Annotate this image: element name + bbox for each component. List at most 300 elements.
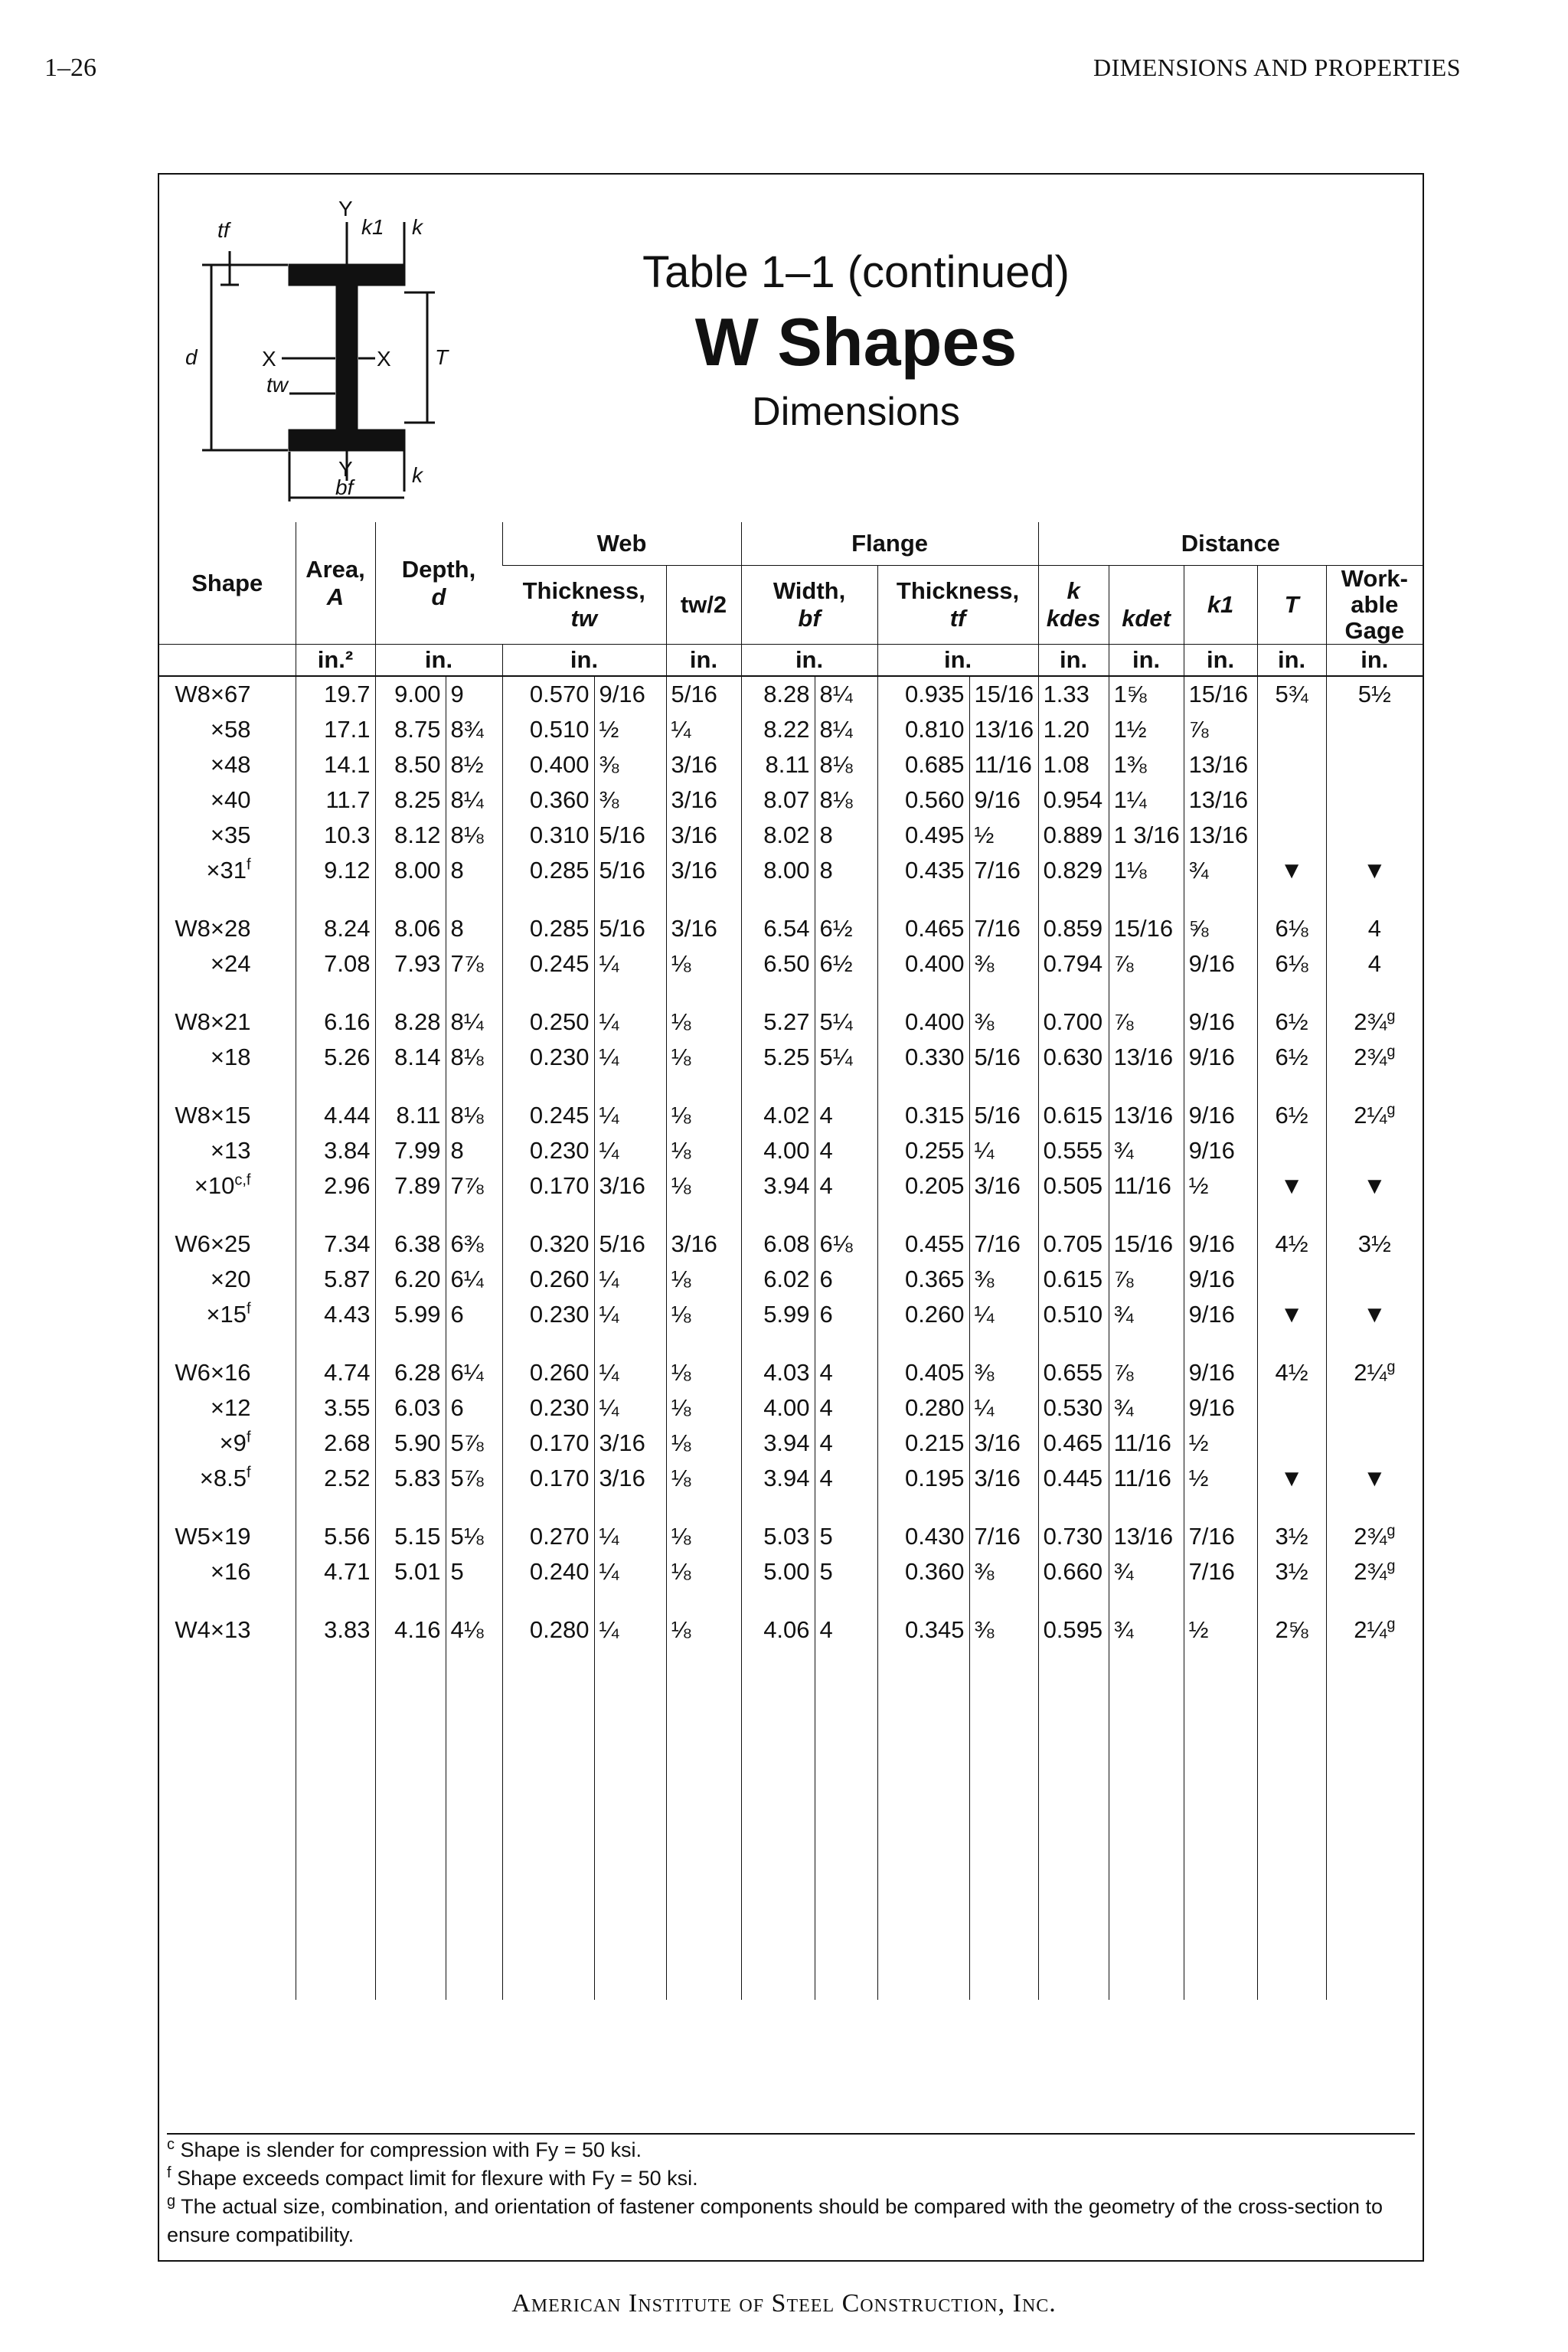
cell-tff: ⅜ <box>969 1554 1038 1589</box>
cell-kdes: 1.20 <box>1038 712 1109 747</box>
cell-area: 4.74 <box>296 1355 375 1390</box>
table-frame <box>158 173 1424 2262</box>
cell-T: 6½ <box>1257 1004 1326 1040</box>
cell-shape: W8×21 <box>175 1008 251 1036</box>
gap-cell <box>1257 1075 1326 1098</box>
cell-twf: ¼ <box>594 1098 666 1133</box>
table-row <box>159 1461 1423 1496</box>
units-row <box>159 645 1423 677</box>
gap-cell <box>1326 1332 1423 1355</box>
gap-cell <box>815 1332 877 1355</box>
filler-cell <box>1184 1648 1257 2000</box>
table-row <box>159 712 1423 747</box>
cell-k1: 9/16 <box>1184 1297 1257 1332</box>
gap-cell <box>159 1332 296 1355</box>
cell-tf: 0.685 <box>877 747 969 782</box>
cell-kdes: 0.794 <box>1038 946 1109 982</box>
gap-cell <box>594 1589 666 1612</box>
cell-d: 6.28 <box>375 1355 446 1390</box>
cell-bff: 8¼ <box>815 676 877 712</box>
table-row <box>159 946 1423 982</box>
cell-tf: 0.405 <box>877 1355 969 1390</box>
cell-df: 8⅛ <box>446 1098 502 1133</box>
footnote-mark: f <box>246 1429 251 1446</box>
filler-cell <box>969 1648 1038 2000</box>
gap-cell <box>594 1204 666 1227</box>
cell-d: 5.90 <box>375 1426 446 1461</box>
cell-kdes: 0.505 <box>1038 1168 1109 1204</box>
cell-shape: W6×25 <box>175 1230 251 1258</box>
cell-shape: ×16 <box>210 1558 251 1586</box>
gap-cell <box>741 982 815 1004</box>
gap-cell <box>1184 888 1257 911</box>
cell-area: 5.26 <box>296 1040 375 1075</box>
cell-tf: 0.260 <box>877 1297 969 1332</box>
cell-area: 3.55 <box>296 1390 375 1426</box>
cell-area: 2.96 <box>296 1168 375 1204</box>
cell-k1: 7/16 <box>1184 1519 1257 1554</box>
filler-cell <box>594 1648 666 2000</box>
cell-tw2: ⅛ <box>666 1297 741 1332</box>
footnote-mark: f <box>246 1300 251 1318</box>
cell-T: 4½ <box>1257 1227 1326 1262</box>
gap-cell <box>375 1075 446 1098</box>
cell-tf: 0.430 <box>877 1519 969 1554</box>
cell-kdet: 15/16 <box>1109 911 1184 946</box>
gap-cell <box>666 1589 741 1612</box>
cell-bf: 4.06 <box>741 1612 815 1648</box>
filler-cell <box>877 1648 969 2000</box>
cell-d: 5.15 <box>375 1519 446 1554</box>
cell-tw2: ⅛ <box>666 1040 741 1075</box>
cell-df: 5⅛ <box>446 1519 502 1554</box>
cell-d: 8.14 <box>375 1040 446 1075</box>
cell-tff: ¼ <box>969 1390 1038 1426</box>
cell-kdes: 0.615 <box>1038 1098 1109 1133</box>
cell-bff: 4 <box>815 1612 877 1648</box>
cell-k1: ½ <box>1184 1426 1257 1461</box>
cell-shape: ×18 <box>210 1044 251 1071</box>
gap-cell <box>159 982 296 1004</box>
gap-cell <box>741 888 815 911</box>
cell-kdet: ⅞ <box>1109 946 1184 982</box>
cell-tf: 0.195 <box>877 1461 969 1496</box>
cell-tf: 0.810 <box>877 712 969 747</box>
gap-cell <box>446 1496 502 1519</box>
cell-tw: 0.230 <box>502 1040 594 1075</box>
filler-cell <box>666 1648 741 2000</box>
cell-bff: 4 <box>815 1168 877 1204</box>
table-row <box>159 1519 1423 1554</box>
cell-area: 11.7 <box>296 782 375 818</box>
cell-area: 4.44 <box>296 1098 375 1133</box>
header-depth: Depth, d <box>375 522 502 645</box>
header-kdes: k kdes <box>1038 566 1109 645</box>
filler-cell <box>741 1648 815 2000</box>
gap-cell <box>159 888 296 911</box>
cell-bf: 8.11 <box>741 747 815 782</box>
gap-cell <box>375 1496 446 1519</box>
gap-cell <box>877 1075 969 1098</box>
cell-area: 17.1 <box>296 712 375 747</box>
cell-shape: W8×67 <box>175 681 251 708</box>
cell-tf: 0.400 <box>877 1004 969 1040</box>
gap-cell <box>502 1589 594 1612</box>
cell-gage: 2¼$^g$ <box>1326 1612 1423 1648</box>
gap-cell <box>969 982 1038 1004</box>
cell-kdes: 0.555 <box>1038 1133 1109 1168</box>
cell-kdes: 0.615 <box>1038 1262 1109 1297</box>
cell-tff: 7/16 <box>969 911 1038 946</box>
table-row <box>159 1040 1423 1075</box>
footnote-mark: g <box>1387 1557 1396 1575</box>
cell-k1: 15/16 <box>1184 676 1257 712</box>
top-flange <box>289 265 404 285</box>
cell-gage: ▼ <box>1326 1461 1423 1496</box>
cell-shape: ×8.5$^f$ <box>199 1464 251 1492</box>
gap-cell <box>446 1332 502 1355</box>
gap-cell <box>375 982 446 1004</box>
cell-df: 8¼ <box>446 782 502 818</box>
cell-d: 4.16 <box>375 1612 446 1648</box>
cell-kdes: 0.889 <box>1038 818 1109 853</box>
table-subtitle: Dimensions <box>752 389 960 434</box>
gap-cell <box>877 1332 969 1355</box>
header-flange: Flange <box>741 522 1038 566</box>
label-tf: tf <box>217 218 230 242</box>
cell-T <box>1257 1262 1326 1297</box>
footnote-mark: g <box>1387 1101 1396 1119</box>
gap-cell <box>666 982 741 1004</box>
gap-cell <box>815 982 877 1004</box>
gap-cell <box>1257 1496 1326 1519</box>
table-row <box>159 1133 1423 1168</box>
cell-shape: W8×28 <box>175 915 251 942</box>
cell-area: 3.83 <box>296 1612 375 1648</box>
label-t: T <box>435 345 449 369</box>
footnote-mark: f <box>246 1464 251 1481</box>
cell-tf: 0.365 <box>877 1262 969 1297</box>
cell-gage: 2¾$^g$ <box>1326 1040 1423 1075</box>
cell-twf: ¼ <box>594 1612 666 1648</box>
cell-bf: 5.00 <box>741 1554 815 1589</box>
row-gap <box>159 1075 1423 1098</box>
label-d: d <box>185 345 198 369</box>
gap-cell <box>815 1075 877 1098</box>
gap-cell <box>1038 1204 1109 1227</box>
cell-tff: 7/16 <box>969 1227 1038 1262</box>
cell-T <box>1257 1426 1326 1461</box>
cell-tff: 15/16 <box>969 676 1038 712</box>
cell-bff: 5 <box>815 1554 877 1589</box>
row-gap <box>159 982 1423 1004</box>
cell-k1: 13/16 <box>1184 818 1257 853</box>
table-caption: Table 1–1 (continued) <box>642 247 1070 297</box>
cell-tw: 0.245 <box>502 946 594 982</box>
cell-kdet: 15/16 <box>1109 1227 1184 1262</box>
cell-bff: 6 <box>815 1262 877 1297</box>
gap-cell <box>502 982 594 1004</box>
header-web: Web <box>502 522 741 566</box>
cell-gage <box>1326 782 1423 818</box>
gap-cell <box>877 1589 969 1612</box>
cell-twf: 3/16 <box>594 1168 666 1204</box>
label-tw: tw <box>266 373 288 397</box>
gap-cell <box>594 1075 666 1098</box>
cell-bff: 8 <box>815 818 877 853</box>
cell-d: 8.00 <box>375 853 446 888</box>
cell-k1: ⅞ <box>1184 712 1257 747</box>
cell-gage: 2¾$^g$ <box>1326 1554 1423 1589</box>
cell-area: 7.34 <box>296 1227 375 1262</box>
page-number: 1–26 <box>44 54 96 82</box>
gap-cell <box>446 982 502 1004</box>
cell-T: 3½ <box>1257 1519 1326 1554</box>
gap-cell <box>446 888 502 911</box>
cell-df: 6¼ <box>446 1262 502 1297</box>
cell-shape: $\times 10^{c,f}$ <box>194 1171 251 1200</box>
gap-cell <box>1109 1496 1184 1519</box>
cell-tw2: 3/16 <box>666 818 741 853</box>
gap-cell <box>159 1589 296 1612</box>
running-head: DIMENSIONS AND PROPERTIES <box>1093 54 1461 81</box>
gap-cell <box>666 1075 741 1098</box>
header-k1: k1 <box>1184 566 1257 645</box>
filler-row <box>159 1648 1423 2000</box>
cell-shape: $\times 31^f$ <box>206 856 251 884</box>
label-k1: k1 <box>361 215 384 239</box>
cell-tw: 0.250 <box>502 1004 594 1040</box>
cell-kdet: 1½ <box>1109 712 1184 747</box>
gap-cell <box>1038 1332 1109 1355</box>
cell-kdes: 0.510 <box>1038 1297 1109 1332</box>
cell-d: 9.00 <box>375 676 446 712</box>
cell-gage: 5½ <box>1326 676 1423 712</box>
cell-tw: 0.230 <box>502 1133 594 1168</box>
cell-area: 5.87 <box>296 1262 375 1297</box>
cell-tw: 0.245 <box>502 1098 594 1133</box>
table-row <box>159 1098 1423 1133</box>
cell-shape: W5×19 <box>175 1523 251 1550</box>
gap-cell <box>1184 1332 1257 1355</box>
gap-cell <box>159 1075 296 1098</box>
gap-cell <box>375 1332 446 1355</box>
cell-df: 5⅞ <box>446 1461 502 1496</box>
cell-tf: 0.205 <box>877 1168 969 1204</box>
cell-k1: 9/16 <box>1184 1098 1257 1133</box>
cell-tff: 7/16 <box>969 853 1038 888</box>
cell-kdes: 0.954 <box>1038 782 1109 818</box>
cell-bf: 6.08 <box>741 1227 815 1262</box>
cell-k1: 9/16 <box>1184 1004 1257 1040</box>
cell-twf: ¼ <box>594 1133 666 1168</box>
gap-cell <box>1109 982 1184 1004</box>
cell-area: 19.7 <box>296 676 375 712</box>
cell-kdet: 1⅝ <box>1109 676 1184 712</box>
filler-cell <box>502 1648 594 2000</box>
gap-cell <box>1257 888 1326 911</box>
gap-cell <box>877 1204 969 1227</box>
cell-kdes: 0.730 <box>1038 1519 1109 1554</box>
table-row <box>159 1612 1423 1648</box>
cell-gage: 2¾$^g$ <box>1326 1519 1423 1554</box>
label-y-bottom: Y <box>338 457 353 481</box>
cell-tf: 0.330 <box>877 1040 969 1075</box>
gap-cell <box>375 1589 446 1612</box>
publisher-footer: American Institute of Steel Construction, Inc. <box>511 2289 1057 2318</box>
cell-gage: ▼ <box>1326 853 1423 888</box>
footnote: $^f$ Shape exceeds compact limit for flexure with Fy = 50 ksi. <box>167 2164 698 2190</box>
cell-twf: ¼ <box>594 1297 666 1332</box>
cell-k1: 9/16 <box>1184 946 1257 982</box>
cell-tf: 0.215 <box>877 1426 969 1461</box>
cell-gage: 2¼$^g$ <box>1326 1098 1423 1133</box>
cell-kdet: 13/16 <box>1109 1098 1184 1133</box>
gap-cell <box>741 1204 815 1227</box>
header-workable-gage: Work- able Gage <box>1326 566 1423 645</box>
gap-cell <box>1326 1589 1423 1612</box>
web <box>337 285 357 430</box>
dimensions-table-wrap <box>159 522 1423 2124</box>
cell-df: 8 <box>446 1133 502 1168</box>
cell-tff: ⅜ <box>969 1004 1038 1040</box>
w-shape-section-diagram <box>175 191 466 505</box>
cell-k1: ⅝ <box>1184 911 1257 946</box>
cell-T <box>1257 1133 1326 1168</box>
units-cell: in. <box>1038 645 1109 677</box>
cell-d: 5.01 <box>375 1554 446 1589</box>
cell-T: 6½ <box>1257 1040 1326 1075</box>
cell-shape: ×35 <box>210 822 251 849</box>
cell-shape: ×24 <box>210 950 251 978</box>
cell-T: ▼ <box>1257 1297 1326 1332</box>
cell-bf: 8.00 <box>741 853 815 888</box>
gap-cell <box>296 1075 375 1098</box>
units-cell: in. <box>1184 645 1257 677</box>
cell-tw: 0.280 <box>502 1612 594 1648</box>
cell-kdes: 0.660 <box>1038 1554 1109 1589</box>
cell-k1: ½ <box>1184 1168 1257 1204</box>
cell-bff: 5¼ <box>815 1040 877 1075</box>
cell-shape: ×48 <box>210 751 251 779</box>
dimensions-body <box>159 676 1423 2000</box>
gap-cell <box>1326 1204 1423 1227</box>
cell-twf: ½ <box>594 712 666 747</box>
header-shape: Shape <box>159 522 296 645</box>
cell-tf: 0.280 <box>877 1390 969 1426</box>
gap-cell <box>446 1204 502 1227</box>
units-cell: in. <box>1326 645 1423 677</box>
cell-bf: 3.94 <box>741 1168 815 1204</box>
cell-tw: 0.260 <box>502 1355 594 1390</box>
header-kdet: kdet <box>1109 566 1184 645</box>
cell-bf: 4.00 <box>741 1133 815 1168</box>
gap-cell <box>296 1204 375 1227</box>
cell-tw2: ⅛ <box>666 1133 741 1168</box>
cell-bf: 5.27 <box>741 1004 815 1040</box>
cell-tff: ⅜ <box>969 1355 1038 1390</box>
filler-cell <box>159 1648 296 2000</box>
cell-d: 8.50 <box>375 747 446 782</box>
gap-cell <box>502 888 594 911</box>
label-k-bottom: k <box>412 463 423 487</box>
cell-df: 8⅛ <box>446 818 502 853</box>
cell-tf: 0.455 <box>877 1227 969 1262</box>
cell-tw: 0.240 <box>502 1554 594 1589</box>
cell-df: 9 <box>446 676 502 712</box>
table-row <box>159 1004 1423 1040</box>
table-row <box>159 853 1423 888</box>
cell-d: 7.93 <box>375 946 446 982</box>
cell-twf: 3/16 <box>594 1426 666 1461</box>
gap-cell <box>1184 1075 1257 1098</box>
cell-gage: ▼ <box>1326 1297 1423 1332</box>
cell-tf: 0.435 <box>877 853 969 888</box>
gap-cell <box>1038 1496 1109 1519</box>
cell-bff: 4 <box>815 1133 877 1168</box>
cell-k1: 7/16 <box>1184 1554 1257 1589</box>
cell-kdes: 1.08 <box>1038 747 1109 782</box>
cell-tw: 0.400 <box>502 747 594 782</box>
cell-tf: 0.465 <box>877 911 969 946</box>
filler-cell <box>1257 1648 1326 2000</box>
gap-cell <box>969 1204 1038 1227</box>
table-row <box>159 747 1423 782</box>
cell-bf: 8.07 <box>741 782 815 818</box>
cell-twf: ¼ <box>594 946 666 982</box>
gap-cell <box>296 982 375 1004</box>
cell-tw: 0.285 <box>502 853 594 888</box>
units-cell: in. <box>666 645 741 677</box>
cell-shape: ×20 <box>210 1266 251 1293</box>
cell-tff: 5/16 <box>969 1098 1038 1133</box>
cell-kdes: 0.530 <box>1038 1390 1109 1426</box>
gap-cell <box>296 1332 375 1355</box>
gap-cell <box>666 1332 741 1355</box>
footnote-mark: c,f <box>234 1171 251 1189</box>
gap-cell <box>1109 1332 1184 1355</box>
gap-cell <box>446 1075 502 1098</box>
row-gap <box>159 1332 1423 1355</box>
cell-tw: 0.170 <box>502 1461 594 1496</box>
cell-area: 2.52 <box>296 1461 375 1496</box>
cell-tw2: ⅛ <box>666 1168 741 1204</box>
cell-gage <box>1326 1426 1423 1461</box>
row-gap <box>159 1589 1423 1612</box>
cell-kdet: 1⅛ <box>1109 853 1184 888</box>
cell-T: 6⅛ <box>1257 946 1326 982</box>
label-x-left: X <box>262 347 276 371</box>
gap-cell <box>969 888 1038 911</box>
gap-cell <box>502 1075 594 1098</box>
gap-cell <box>1326 888 1423 911</box>
gap-cell <box>877 888 969 911</box>
cell-df: 8 <box>446 911 502 946</box>
cell-tw2: 3/16 <box>666 911 741 946</box>
gap-cell <box>877 1496 969 1519</box>
cell-d: 6.38 <box>375 1227 446 1262</box>
cell-gage <box>1326 712 1423 747</box>
filler-cell <box>1109 1648 1184 2000</box>
cell-kdet: 11/16 <box>1109 1426 1184 1461</box>
cell-bf: 3.94 <box>741 1426 815 1461</box>
cell-k1: 9/16 <box>1184 1227 1257 1262</box>
gap-cell <box>1184 1589 1257 1612</box>
cell-tff: 3/16 <box>969 1168 1038 1204</box>
cell-kdes: 0.465 <box>1038 1426 1109 1461</box>
cell-kdet: ¾ <box>1109 1554 1184 1589</box>
cell-df: 6 <box>446 1297 502 1332</box>
